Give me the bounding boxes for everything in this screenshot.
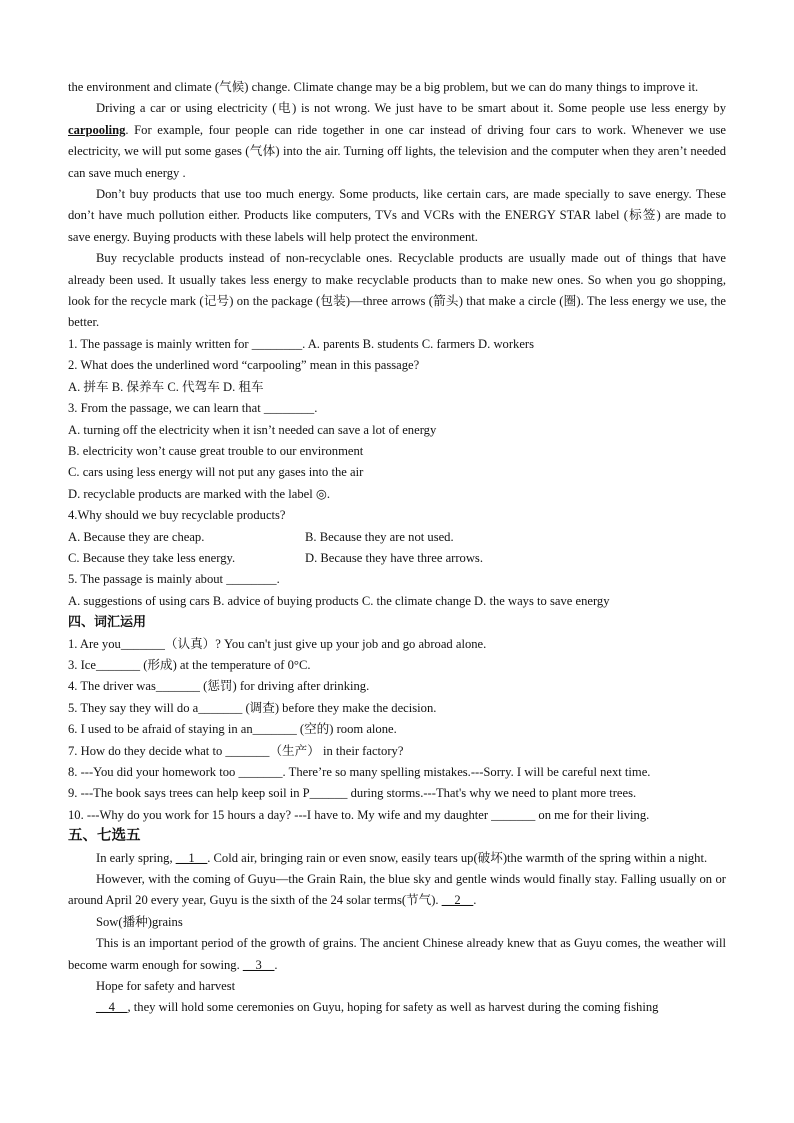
question-3-option-a: A. turning off the electricity when it isn’t needed can save a lot of energy — [68, 422, 437, 437]
cloze-text: . — [473, 893, 477, 908]
passage-text: Driving a car or using electricity (电) is not wrong. We just have to be smart about it. Some people use less energy by — [96, 101, 726, 116]
section-title-cloze: 五、七选五 — [68, 828, 141, 845]
question-3-option-c: C. cars using less energy will not put any gases into the air — [68, 465, 364, 480]
vocab-item: 9. ---The book says trees can help keep soil in P______ during storms.---That's why we need to plant more trees. — [68, 786, 637, 801]
vocab-item: 10. ---Why do you work for 15 hours a day? ---I have to. My wife and my daughter _______ on me for their living. — [68, 807, 650, 822]
question-3-option-b: B. electricity won’t cause great trouble to our environment — [68, 443, 364, 458]
question-1: 1. The passage is mainly written for ________. A. parents B. students C. farmers D. workers — [68, 336, 535, 351]
cloze-paragraph — [68, 848, 726, 869]
section-title-vocab: 四、词汇运用 — [68, 615, 147, 631]
vocab-item: 1. Are you_______（认真）? You can't just give up your job and go abroad alone. — [68, 636, 487, 651]
cloze-text: , they will hold some ceremonies on Guyu, hoping for safety as well as harvest during the coming fishing — [127, 1000, 659, 1015]
document-content — [68, 77, 726, 1019]
question-4-option-d: D. Because they have three arrows. — [305, 550, 483, 565]
cloze-text: . Cold air, bringing rain or even snow, easily tears up(破坏)the warmth of the spring within a night. — [207, 850, 708, 865]
cloze-subheading-sow: Sow(播种)grains — [96, 914, 183, 929]
passage-paragraph — [68, 98, 726, 184]
underlined-word-carpooling: carpooling — [68, 122, 126, 137]
question-4-options-row — [68, 527, 726, 548]
cloze-paragraph — [68, 869, 726, 912]
question-4-option-b: B. Because they are not used. — [305, 529, 454, 544]
question-4-options-row — [68, 548, 726, 569]
question-5: 5. The passage is mainly about ________. — [68, 572, 280, 587]
question-2: 2. What does the underlined word “carpooling” mean in this passage? — [68, 358, 420, 373]
question-3: 3. From the passage, we can learn that ________. — [68, 401, 318, 416]
vocab-item: 6. I used to be afraid of staying in an_______ (空的) room alone. — [68, 722, 397, 737]
cloze-paragraph — [68, 997, 726, 1018]
vocab-item: 5. They say they will do a_______ (调查) before they make the decision. — [68, 700, 437, 715]
passage-paragraph: the environment and climate (气候) change. Climate change may be a big problem, but we can do many things to improve it. — [68, 80, 699, 94]
vocab-item: 4. The driver was_______ (惩罚) for driving after drinking. — [68, 679, 370, 694]
vocab-item: 8. ---You did your homework too _______. There’re so many spelling mistakes.---Sorry. I will be careful next time. — [68, 765, 651, 779]
blank-2: __2__ — [441, 893, 474, 908]
question-5-options: A. suggestions of using cars B. advice of buying products C. the climate change D. the ways to save energy — [68, 593, 610, 608]
cloze-subheading-hope: Hope for safety and harvest — [96, 979, 236, 994]
question-4-option-a: A. Because they are cheap. — [68, 529, 205, 544]
question-4-option-c: C. Because they take less energy. — [68, 550, 236, 565]
vocab-item: 7. How do they decide what to _______（生产） in their factory? — [68, 743, 404, 758]
cloze-text: . — [274, 957, 278, 972]
cloze-paragraph — [68, 933, 726, 976]
passage-paragraph: Buy recyclable products instead of non-recyclable ones. Recyclable products are usually made out of things that have already been used. It usually takes less energy to make recyclable products than to make new ones. So when you go shopping, look for the recycle mark (记号) on the package (包装)—three arrows (箭头) that make a circle (圈). The less energy we use, the better. — [68, 251, 726, 330]
blank-1: __1__ — [175, 850, 208, 865]
passage-text: . For example, four people can ride together in one car instead of driving four cars to work. Whenever we use electricity, we will put some gases (气体) into the air. Turning off lights, the television and the computer when they aren’t needed can save much energy . — [68, 122, 726, 180]
question-4: 4.Why should we buy recyclable products? — [68, 508, 286, 523]
blank-3: __3__ — [242, 957, 275, 972]
vocab-item: 3. Ice_______ (形成) at the temperature of 0°C. — [68, 657, 311, 672]
question-3-option-d: D. recyclable products are marked with the label ◎. — [68, 486, 331, 501]
blank-4: __4__ — [96, 1000, 128, 1015]
cloze-text: However, with the coming of Guyu—the Grain Rain, the blue sky and gentle winds would finally stay. Falling usually on or around April 20 every year, Guyu is the sixth of the 24 solar terms(节气). — [68, 872, 726, 908]
question-2-options: A. 拼车 B. 保养车 C. 代驾车 D. 租车 — [68, 379, 264, 394]
passage-paragraph: Don’t buy products that use too much energy. Some products, like certain cars, are made specially to save energy. These don’t have much pollution either. Products like computers, TVs and VCRs with the ENERGY STAR label (标签) are made to save energy. Buying products with these labels will help protect the environment. — [68, 187, 726, 244]
cloze-text: In early spring, — [96, 850, 176, 865]
cloze-text: This is an important period of the growth of grains. The ancient Chinese already knew that as Guyu comes, the weather will become warm enough for sowing. — [68, 936, 726, 972]
